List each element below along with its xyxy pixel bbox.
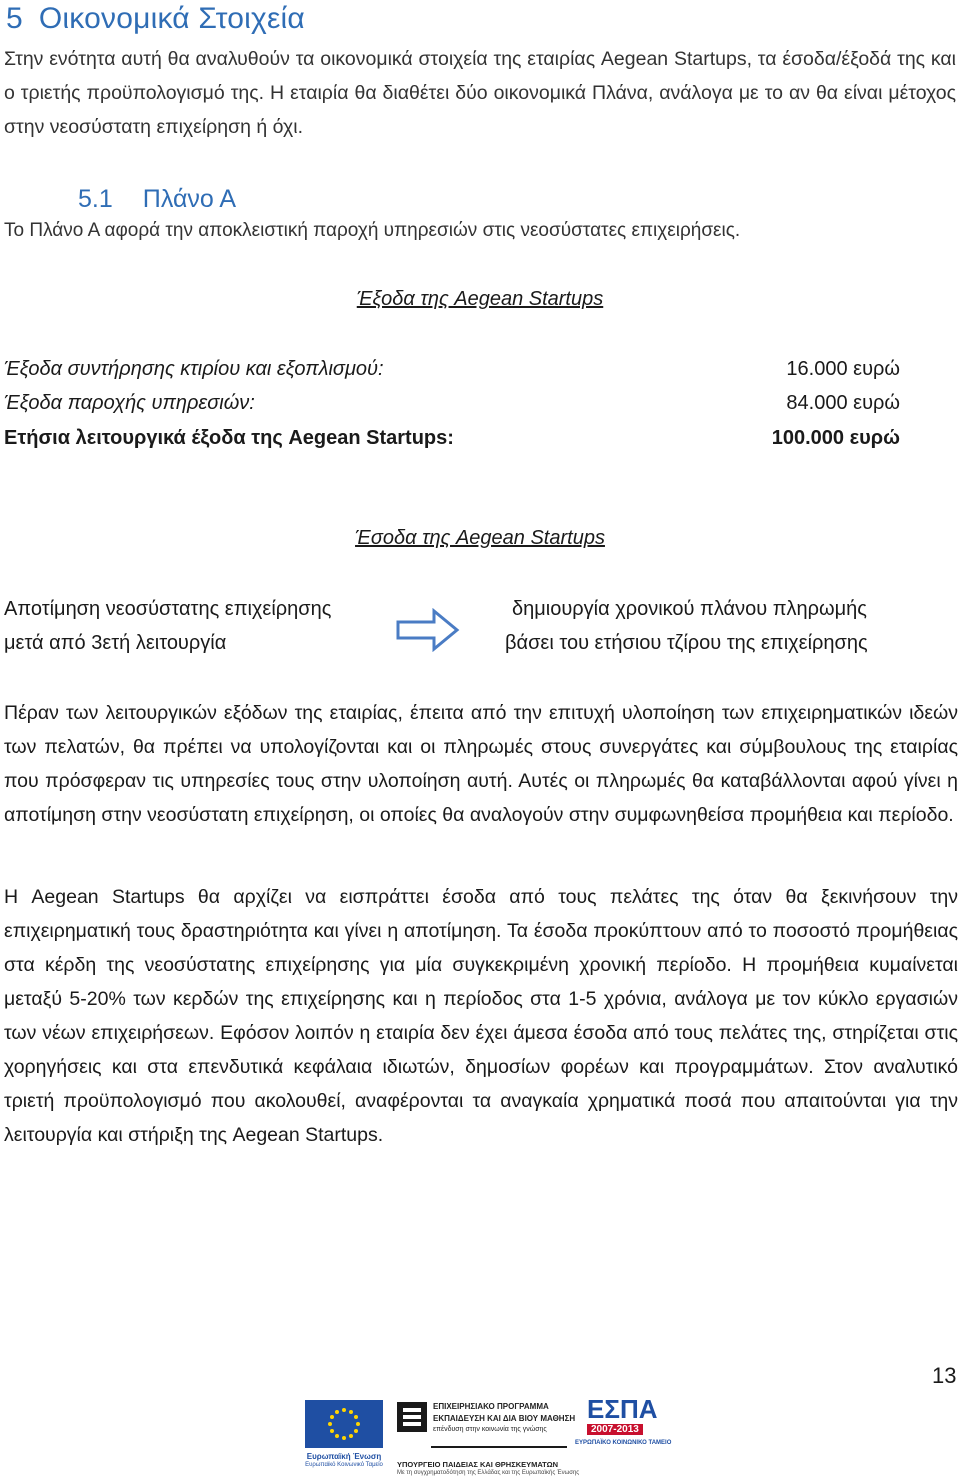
subsection-title: Πλάνο Α — [142, 185, 237, 213]
revenue-right-line2: βάσει του ετήσιου τζίρου της επιχείρησης — [505, 632, 868, 654]
ministry-name: ΥΠΟΥΡΓΕΙΟ ΠΑΙΔΕΙΑΣ ΚΑΙ ΘΡΗΣΚΕΥΜΑΤΩΝ — [397, 1460, 559, 1469]
program-line1: ΕΠΙΧΕΙΡΗΣΙΑΚΟ ΠΡΟΓΡΑΜΜΑ — [433, 1402, 549, 1411]
eu-flag-icon — [305, 1400, 383, 1448]
subsection-number: 5.1 — [78, 185, 113, 213]
body-paragraph-2: Η Aegean Startups θα αρχίζει να εισπράττει έσοδα από τους πελάτες της όταν θα ξεκινήσουν την επιχειρηματική τους δραστηριότητα και γίνει η αποτίμηση. Τα έσοδα προκύπτουν από το ποσοστό προμήθειας στα κέρδη της νεοσύστατης επιχείρησης για μία συγκεκριμένη χρονική περίοδο. Η προμήθεια κυμαίνεται μεταξύ 5-20% των κερδών της επιχείρησης και η περίοδος στα 1-5 χρόνια, ανάλογα με τον κύκλο εργασιών των νέων επιχειρήσεων. Εφόσον λοιπόν η εταιρία δεν έχει άμεσα έσοδα από τους πελάτες της, στηρίζεται στις χορηγήσεις και στα επενδυτικά κεφάλαια ιδιωτών, δημοσίων φορέων και προγραμμάτων. Στον αναλυτικό τριετή προϋπολογισμό που ακολουθεί, αναφέρονται τα αναγκαία χρηματικά ποσά που απαιτούνται για την λειτουργία και στήριξη της Aegean Startups. — [4, 886, 958, 1146]
revenue-left-line2: μετά από 3ετή λειτουργία — [4, 632, 227, 654]
plan-description: Το Πλάνο Α αφορά την αποκλειστική παροχή υπηρεσιών στις νεοσύστατες επιχειρήσεις. — [4, 220, 741, 241]
program-line2: ΕΚΠΑΙΔΕΥΣΗ ΚΑΙ ΔΙΑ ΒΙΟΥ ΜΑΘΗΣΗ — [433, 1414, 576, 1423]
section-title: Οικονομικά Στοιχεία — [38, 2, 305, 35]
intro-paragraph: Στην ενότητα αυτή θα αναλυθούν τα οικονομικά στοιχεία της εταιρίας Aegean Startups, τα έσοδα/έξοδά της και ο τριετής προϋπολογισμό της. Η εταιρία θα διαθέτει δύο οικονομικά Πλάνα, ανάλογα με το αν θα είναι μέτοχος στην νεοσύστατη επιχείρηση ή όχι. — [4, 48, 956, 138]
expense-label-total: Ετήσια λειτουργικά έξοδα της Aegean Startups: — [4, 427, 454, 449]
expense-value-services: 84.000 ευρώ — [786, 392, 900, 414]
page-number: 13 — [932, 1363, 957, 1388]
section-heading — [6, 2, 305, 36]
espa-years: 2007-2013 — [587, 1424, 643, 1435]
right-arrow-icon — [396, 608, 460, 652]
footer-logos — [305, 1394, 672, 1476]
eu-subcaption: Ευρωπαϊκό Κοινωνικό Ταμείο — [305, 1462, 383, 1468]
expense-value-total: 100.000 ευρώ — [771, 427, 900, 449]
program-line3: επένδυση στην κοινωνία της γνώσης — [433, 1426, 547, 1433]
revenue-title: Έσοδα της Aegean Startups — [355, 527, 605, 549]
cofunding-note: Με τη συγχρηματοδότηση της Ελλάδας και της Ευρωπαϊκής Ένωσης — [397, 1470, 580, 1476]
expense-label-maintenance: Έξοδα συντήρησης κτιρίου και εξοπλισμού: — [4, 358, 384, 380]
section-number: 5 — [6, 2, 23, 35]
revenue-left-line1: Αποτίμηση νεοσύστατης επιχείρησης — [4, 598, 332, 620]
body-paragraph-1: Πέραν των λειτουργικών εξόδων της εταιρίας, έπειτα από την επιτυχή υλοποίηση των επιχειρηματικών ιδεών των πελατών, θα πρέπει να υπολογίζονται και οι πληρωμές στους συνεργάτες και σύμβουλους της εταιρίας που πρόσφεραν τις υπηρεσίες τους στην υλοποίηση αυτή. Αυτές οι πληρωμές θα καταβάλλονται αφού γίνει η αποτίμηση στην νεοσύστατη επιχείρηση, οι οποίες θα αναλογούν στην συμφωνηθείσα προμήθεια και περίοδο. — [4, 702, 958, 826]
expenses-title: Έξοδα της Aegean Startups — [356, 288, 604, 310]
expense-value-maintenance: 16.000 ευρώ — [786, 358, 900, 380]
subsection-heading — [78, 185, 236, 214]
espa-logo: ΕΣΠΑ — [587, 1394, 658, 1424]
revenue-right-line1: δημιουργία χρονικού πλάνου πληρωμής — [512, 598, 867, 620]
expense-label-services: Έξοδα παροχής υπηρεσιών: — [4, 392, 255, 414]
eu-caption: Ευρωπαϊκή Ένωση — [306, 1452, 382, 1461]
espa-subtitle: ΕΥΡΩΠΑΪΚΟ ΚΟΙΝΩΝΙΚΟ ΤΑΜΕΙΟ — [575, 1440, 672, 1446]
